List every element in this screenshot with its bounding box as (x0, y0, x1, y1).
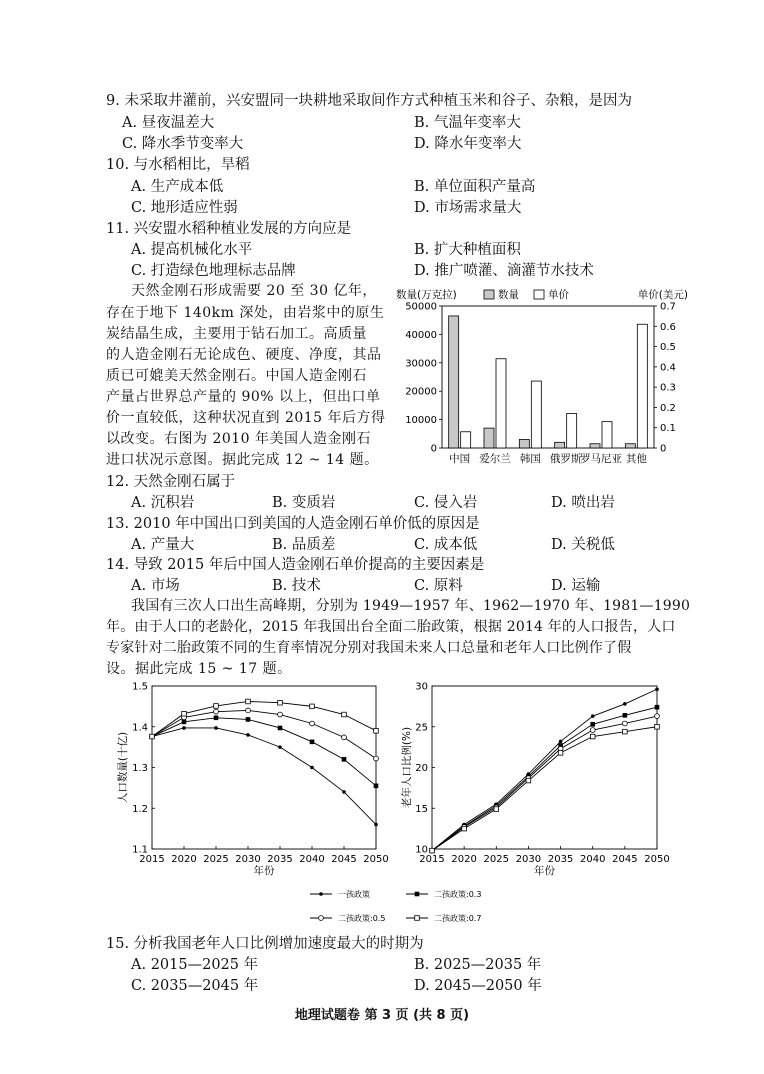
diamond-passage-line: 的人造金刚石无论成色、硬度、净度，其品 (106, 347, 382, 363)
marker-open-circle (590, 728, 595, 733)
question-12-option-c[interactable]: C. 侵入岩 (414, 495, 478, 511)
marker-dot (591, 714, 595, 718)
x-tick-label: 2015 (139, 854, 165, 865)
marker-open-circle (655, 714, 660, 719)
bar-price (496, 359, 506, 448)
bar-price (567, 414, 577, 448)
population-passage-line: 专家针对二胎政策不同的生育率情况分别对我国未来人口总量和老年人口比例作了假 (106, 640, 632, 656)
legend-label: 二孩政策:0.5 (338, 914, 386, 923)
x-tick-label: 2035 (267, 854, 293, 865)
population-passage-line: 我国有三次人口出生高峰期，分别为 1949—1957 年、1962—1970 年、1981—1990 (131, 598, 691, 614)
diamond-passage-line: 天然金刚石形成需要 20 至 30 亿年， (131, 283, 377, 299)
x-tick-label: 2050 (363, 854, 389, 865)
marker-filled-square (590, 722, 595, 727)
marker-open-circle (342, 735, 347, 740)
question-11-stem: 11. 兴安盟水稻种植业发展的方向应是 (106, 221, 352, 237)
question-11-option-c[interactable]: C. 打造绿色地理标志品牌 (131, 263, 296, 279)
y-tick-label-left: 40000 (405, 329, 437, 341)
y-tick-label-right: 0.4 (660, 362, 676, 374)
y-axis-label: 老年人口比例(%) (401, 726, 413, 809)
y-tick-label-right: 0 (660, 443, 667, 455)
y-tick-label: 1.2 (132, 803, 148, 815)
bar-price (531, 381, 541, 448)
marker-open-square (655, 724, 660, 729)
marker-filled-square (246, 717, 251, 722)
question-9-option-a[interactable]: A. 昼夜温差大 (122, 115, 215, 131)
marker-open-square (374, 729, 379, 734)
x-tick-label: 2045 (331, 854, 357, 865)
diamond-import-chart (392, 282, 692, 472)
question-13-option-d[interactable]: D. 关税低 (551, 537, 615, 553)
marker-dot (623, 702, 627, 706)
marker-filled-square (374, 784, 379, 789)
y-tick-label: 25 (415, 722, 428, 734)
question-13-option-c[interactable]: C. 成本低 (414, 537, 478, 553)
x-tick-label: 2020 (451, 854, 477, 865)
y-tick-label: 10 (415, 844, 428, 856)
question-10-stem: 10. 与水稻相比，旱稻 (106, 157, 250, 173)
diamond-passage-line: 存在于地下 140km 深处，由岩浆中的原生 (106, 305, 385, 321)
question-14-option-a[interactable]: A. 市场 (131, 578, 180, 594)
y-tick-label: 30 (415, 681, 428, 693)
question-10-option-a[interactable]: A. 生产成本低 (131, 179, 224, 195)
question-12-stem: 12. 天然金刚石属于 (106, 474, 236, 490)
marker-open-square (494, 807, 499, 812)
diamond-passage-line: 炭结晶生成，主要用于钻石加工。高质量 (106, 326, 367, 342)
marker-filled-square (623, 713, 628, 718)
series-line (432, 727, 657, 851)
y-tick-label-left: 50000 (405, 301, 437, 313)
bar-quantity (625, 444, 635, 448)
marker-open-square (214, 704, 219, 709)
marker-open-circle (319, 916, 324, 921)
question-15-stem: 15. 分析我国老年人口比例增加速度最大的时期为 (106, 936, 424, 952)
question-13-option-a[interactable]: A. 产量大 (131, 537, 195, 553)
marker-dot (559, 740, 563, 744)
x-tick-label: 2025 (483, 854, 510, 865)
y-tick-label-right: 0.6 (660, 321, 676, 333)
x-tick-label: 2030 (235, 854, 261, 865)
question-11-option-d[interactable]: D. 推广喷灌、滴灌节水技术 (414, 263, 594, 279)
diamond-passage-line: 价一直较低，这种状况直到 2015 年后方得 (106, 410, 386, 426)
x-category-label: 俄罗斯 (549, 453, 582, 465)
marker-open-circle (310, 721, 315, 726)
marker-open-square (278, 700, 283, 705)
question-12-option-b[interactable]: B. 变质岩 (272, 495, 336, 511)
y-tick-label: 1.3 (132, 763, 148, 774)
marker-dot (214, 726, 218, 730)
legend-label-quantity: 数量 (498, 289, 519, 301)
x-tick-label: 2040 (299, 854, 325, 865)
x-category-label: 其他 (625, 453, 647, 465)
x-tick-label: 2025 (203, 854, 229, 865)
marker-filled-square (214, 715, 219, 720)
marker-filled-square (415, 892, 420, 897)
bar-price (602, 422, 612, 448)
question-13-option-b[interactable]: B. 品质差 (272, 537, 336, 553)
y-tick-label-right: 0.5 (660, 342, 676, 354)
marker-dot (310, 766, 314, 770)
y-tick-label-right: 0.7 (660, 301, 676, 313)
page-footer: 地理试题卷 第 3 页 (共 8 页) (294, 1008, 470, 1023)
left-axis-label: 数量(万克拉) (396, 289, 457, 301)
question-10-option-b[interactable]: B. 单位面积产量高 (414, 179, 536, 195)
right-axis-label: 单价(美元) (637, 289, 688, 301)
marker-open-square (623, 729, 628, 734)
legend-label-price: 单价 (548, 289, 569, 301)
question-14-stem: 14. 导致 2015 年后中国人造金刚石单价提高的主要因素是 (106, 557, 485, 573)
question-15-option-a[interactable]: A. 2015—2025 年 (131, 957, 259, 973)
question-15-option-c[interactable]: C. 2035—2045 年 (131, 978, 259, 994)
bar-price (637, 324, 647, 448)
y-tick-label-left: 10000 (405, 415, 437, 427)
question-15-option-d[interactable]: D. 2045—2050 年 (414, 978, 542, 994)
diamond-passage-line: 进口状况示意图。据此完成 12 ~ 14 题。 (106, 452, 379, 468)
bar-price (461, 432, 471, 448)
question-10-option-d[interactable]: D. 市场需求量大 (414, 200, 522, 216)
population-passage-line: 设。据此完成 15 ~ 17 题。 (106, 661, 292, 677)
marker-open-square (526, 778, 531, 783)
marker-open-circle (246, 708, 251, 713)
marker-open-square (462, 826, 467, 831)
marker-filled-square (342, 757, 347, 762)
x-tick-label: 2040 (579, 854, 606, 865)
marker-open-square (246, 699, 251, 704)
question-9-option-c[interactable]: C. 降水季节变率大 (122, 136, 244, 152)
question-9-stem: 9. 未采取井灌前，兴安盟同一块耕地采取间作方式种植玉米和谷子、杂粮，是因为 (106, 93, 632, 109)
series-line (152, 728, 376, 825)
question-14-option-d[interactable]: D. 运输 (551, 578, 601, 594)
legend-label: 二孩政策:0.7 (434, 914, 482, 923)
plot-frame (152, 686, 376, 849)
y-tick-label-right: 0.1 (660, 423, 676, 435)
x-axis-label: 年份 (253, 865, 275, 877)
marker-filled-square (310, 740, 315, 745)
marker-dot (655, 687, 659, 691)
plot-frame (442, 306, 654, 448)
diamond-passage-line: 产量占世界总产量的 90% 以上，但出口单 (106, 389, 381, 405)
marker-open-square (342, 712, 347, 717)
marker-dot (342, 790, 346, 794)
question-12-option-d[interactable]: D. 喷出岩 (551, 495, 615, 511)
marker-dot (182, 726, 186, 730)
x-category-label: 中国 (449, 453, 471, 465)
x-category-label: 韩国 (519, 453, 541, 465)
y-tick-label-right: 0.3 (660, 382, 676, 394)
y-tick-label: 20 (415, 763, 428, 774)
y-tick-label-left: 30000 (405, 358, 437, 370)
marker-open-circle (214, 709, 219, 714)
y-tick-label: 1.5 (132, 681, 148, 693)
marker-open-circle (622, 721, 627, 726)
bar-quantity (555, 442, 565, 448)
marker-filled-square (655, 705, 660, 710)
marker-open-circle (374, 756, 379, 761)
diamond-passage-line: 以改变。右图为 2010 年美国人造金刚石 (106, 431, 372, 447)
x-category-label: 罗马尼亚 (580, 453, 622, 465)
x-tick-label: 2035 (547, 854, 574, 865)
y-tick-label-left: 20000 (405, 386, 437, 398)
marker-filled-square (182, 720, 187, 725)
marker-dot (278, 745, 282, 749)
y-tick-label-right: 0.2 (660, 402, 676, 414)
bar-quantity (449, 316, 459, 448)
marker-open-square (558, 751, 563, 756)
x-tick-label: 2030 (515, 854, 542, 865)
marker-open-circle (278, 712, 283, 717)
x-tick-label: 2020 (171, 854, 197, 865)
question-11-option-b[interactable]: B. 扩大种植面积 (414, 242, 521, 258)
x-axis-label: 年份 (534, 865, 555, 877)
y-tick-label: 15 (415, 803, 428, 815)
question-12-option-a[interactable]: A. 沉积岩 (131, 495, 195, 511)
bar-quantity (590, 444, 600, 448)
marker-open-square (415, 916, 420, 921)
marker-open-square (430, 848, 435, 853)
marker-filled-square (278, 726, 283, 731)
x-tick-label: 2015 (419, 854, 445, 865)
legend-label: 一孩政策 (338, 890, 370, 899)
question-15-option-b[interactable]: B. 2025—2035 年 (414, 957, 542, 973)
x-tick-label: 2050 (644, 854, 670, 865)
legend-swatch-price (534, 290, 544, 299)
bar-quantity (519, 439, 529, 448)
question-11-option-a[interactable]: A. 提高机械化水平 (131, 242, 253, 258)
population-charts (100, 676, 680, 926)
question-10-option-c[interactable]: C. 地形适应性弱 (131, 200, 238, 216)
y-tick-label-left: 0 (430, 443, 437, 455)
x-tick-label: 2045 (612, 854, 638, 865)
population-passage-line: 年。由于人口的老龄化，2015 年我国出台全面二胎政策，根据 2014 年的人口报告，人口 (106, 619, 676, 635)
question-9-option-d[interactable]: D. 降水年变率大 (414, 136, 522, 152)
marker-open-square (310, 704, 315, 709)
legend-label: 二孩政策:0.3 (434, 890, 482, 899)
marker-open-square (182, 711, 187, 716)
diamond-passage-line: 质已可媲美天然金刚石。中国人造金刚石 (106, 368, 367, 384)
legend-swatch-quantity (484, 290, 494, 299)
question-13-stem: 13. 2010 年中国出口到美国的人造金刚石单价低的原因是 (106, 516, 480, 532)
question-9-option-b[interactable]: B. 气温年变率大 (414, 115, 521, 131)
question-14-option-b[interactable]: B. 技术 (272, 578, 321, 594)
bar-quantity (484, 428, 494, 448)
marker-open-square (150, 734, 155, 739)
marker-dot (246, 733, 250, 737)
question-14-option-c[interactable]: C. 原料 (414, 578, 463, 594)
marker-dot (374, 823, 378, 827)
marker-dot (319, 892, 323, 896)
y-tick-label: 1.1 (132, 844, 148, 856)
x-category-label: 爱尔兰 (479, 453, 511, 465)
y-axis-label: 人口数量(十亿) (117, 731, 129, 804)
y-tick-label: 1.4 (132, 722, 148, 734)
marker-open-square (590, 734, 595, 739)
